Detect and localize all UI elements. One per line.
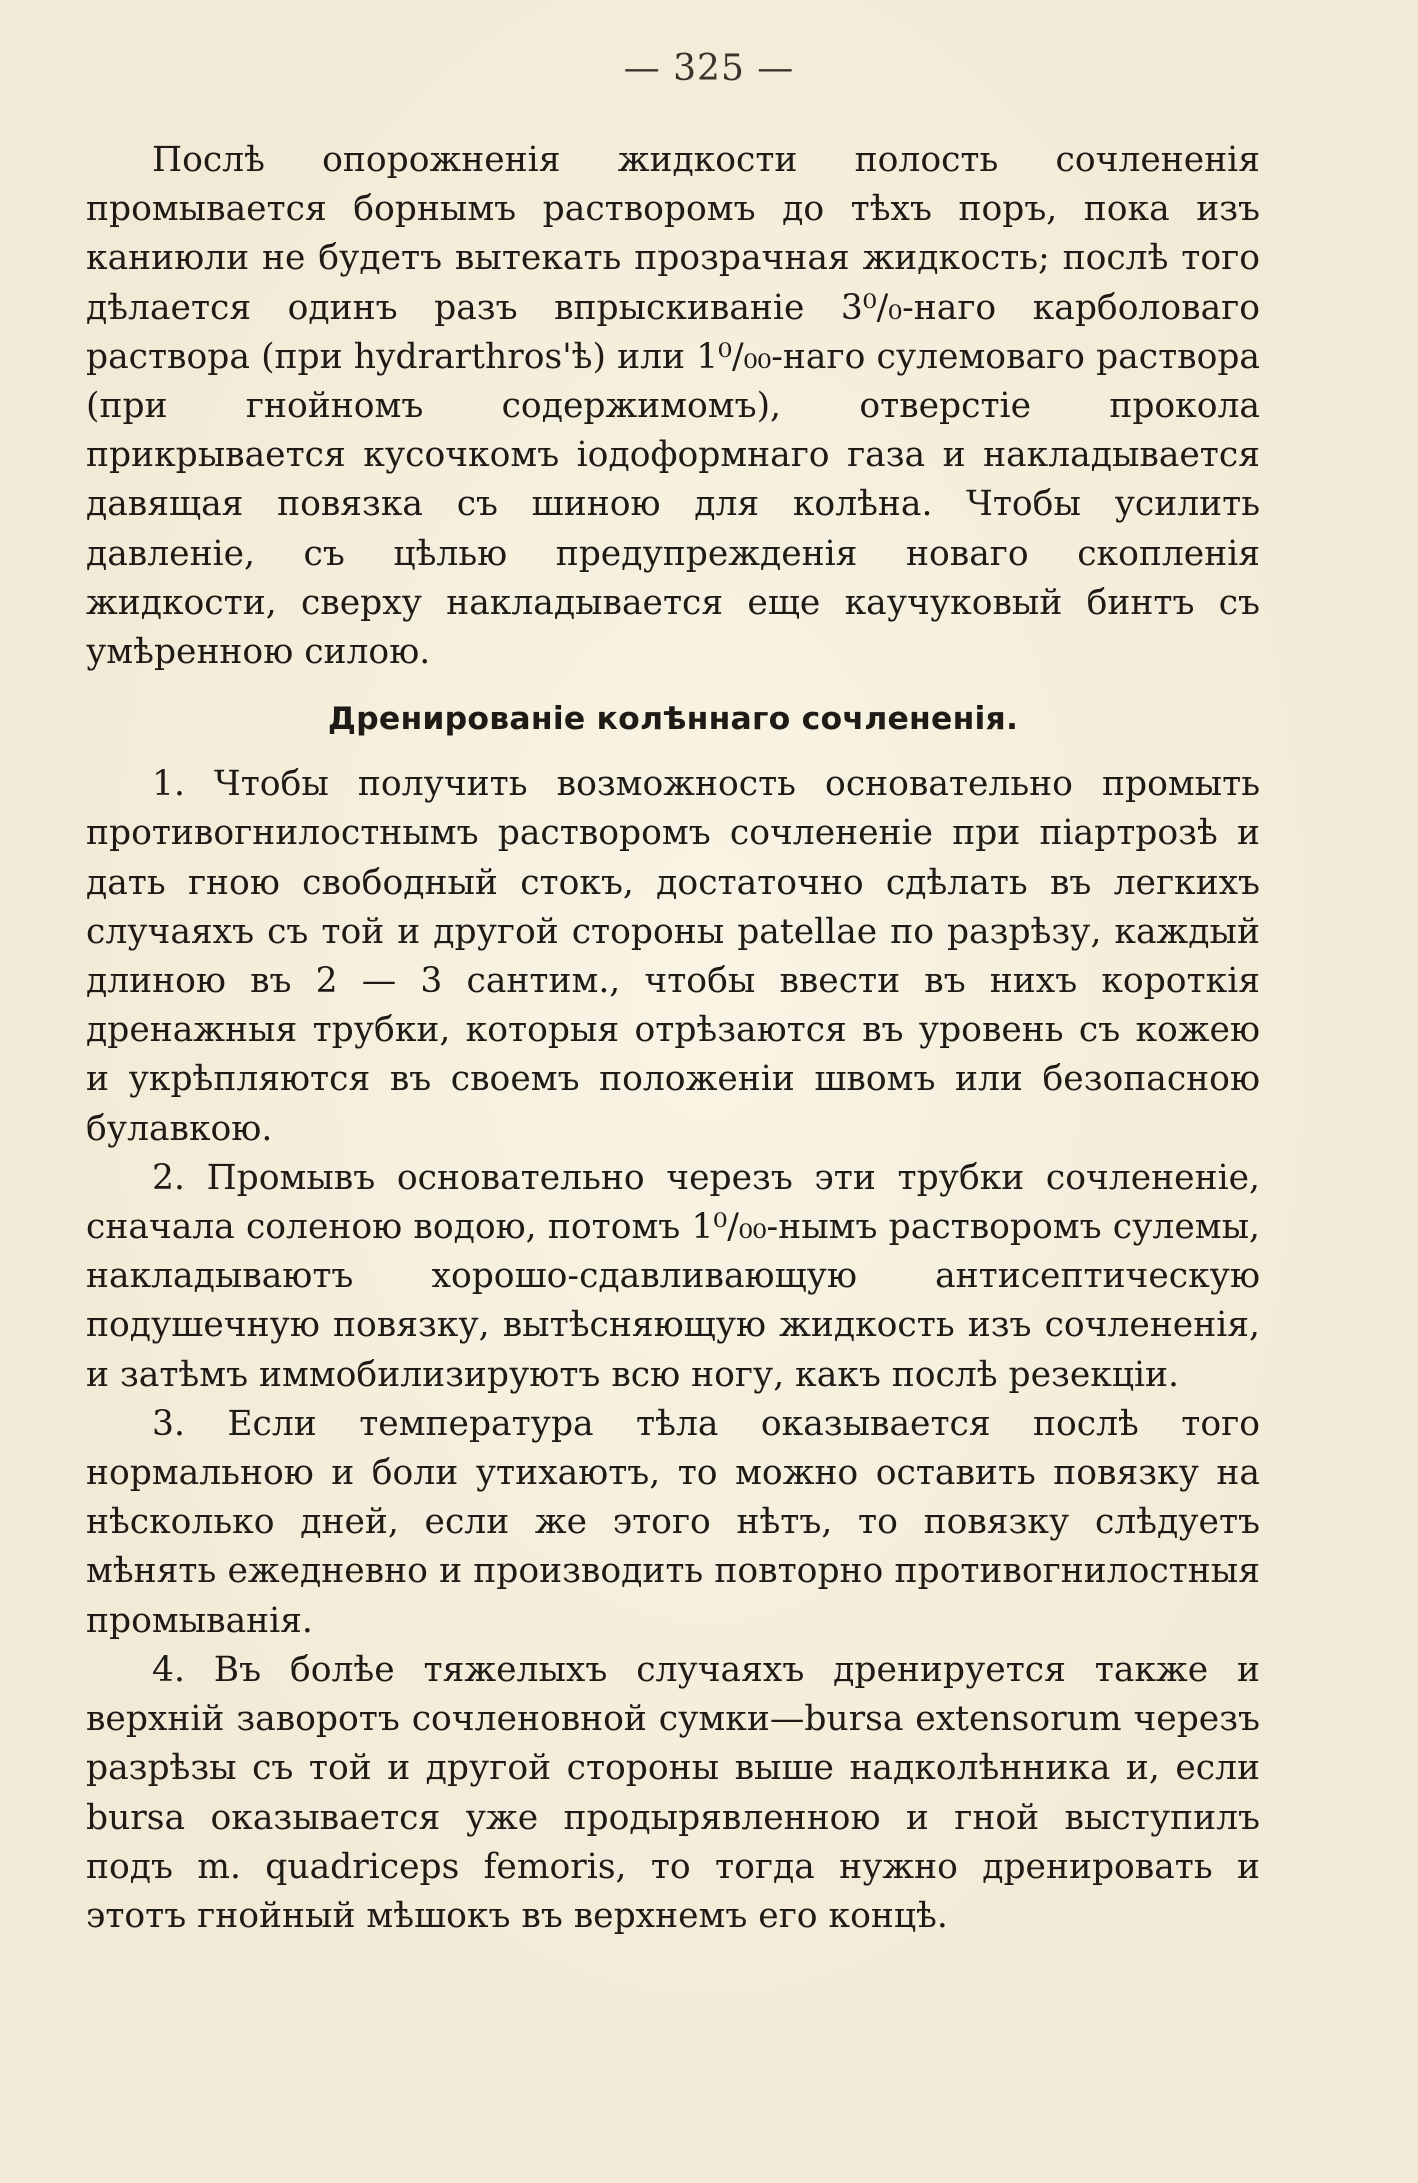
page-number: — 325 — [623, 48, 795, 89]
paragraph-step-1: 1. Чтобы получить возможность основательно промыть противогнилостнымъ растворомъ сочлененіе при піартрозѣ и дать гною свободный стокъ, достаточно сдѣлать въ легкихъ случаяхъ съ той и другой стороны patellae по разрѣзу, каждый длиною въ 2 — 3 сантим., чтобы ввести въ нихъ короткія дренажныя трубки, которыя отрѣзаются въ уровень съ кожею и укрѣпляются въ своемъ положеніи швомъ или безопасною булавкою. [86, 764, 1260, 1149]
paragraph-step-3: 3. Если температура тѣла оказывается послѣ того нормальною и боли утихаютъ, то можно оставить повязку на нѣсколько дней, если же этого нѣтъ, то повязку слѣдуетъ мѣнять ежедневно и производить повторно противогнилостныя промыванія. [86, 1403, 1260, 1641]
paragraph-step-4: 4. Въ болѣе тяжелыхъ случаяхъ дренируется также и верхній заворотъ сочленовной сумки—bursa extensorum черезъ разрѣзы съ той и другой стороны выше надколѣнника и, если bursa оказывается уже продырявленною и гной выступилъ подъ m. quadriceps femoris, то тогда нужно дренировать и этотъ гнойный мѣшокъ въ верхнемъ его концѣ. [86, 1649, 1260, 1936]
page-body [86, 136, 1260, 1941]
paragraph-step-2: 2. Промывъ основательно черезъ эти трубки сочлененіе, сначала соленою водою, потомъ 1⁰/₀₀-нымъ растворомъ сулемы, накладываютъ хорошо-сдавливающую антисептическую подушечную повязку, вытѣсняющую жидкость изъ сочлененія, и затѣмъ иммобилизируютъ всю ногу, какъ послѣ резекціи. [86, 1157, 1260, 1395]
paragraph-puncture-aftercare: Послѣ опорожненія жидкости полость сочлененія промывается борнымъ растворомъ до тѣхъ поръ, пока изъ каниюли не будетъ вытекать прозрачная жидкость; послѣ того дѣлается одинъ разъ впрыскиваніе 3⁰/₀-наго карболоваго раствора (при hydrarthros'ѣ) или 1⁰/₀₀-наго сулемоваго раствора (при гнойномъ содержимомъ), отверстіе прокола прикрывается кусочкомъ іодоформнаго газа и накладывается давящая повязка съ шиною для колѣна. Чтобы усилить давленіе, съ цѣлью предупрежденія новаго скопленія жидкости, сверху накладывается еще каучуковый бинтъ съ умѣренною силою. [86, 140, 1260, 673]
section-heading: Дренированіе колѣннаго сочлененія. [327, 701, 1019, 738]
